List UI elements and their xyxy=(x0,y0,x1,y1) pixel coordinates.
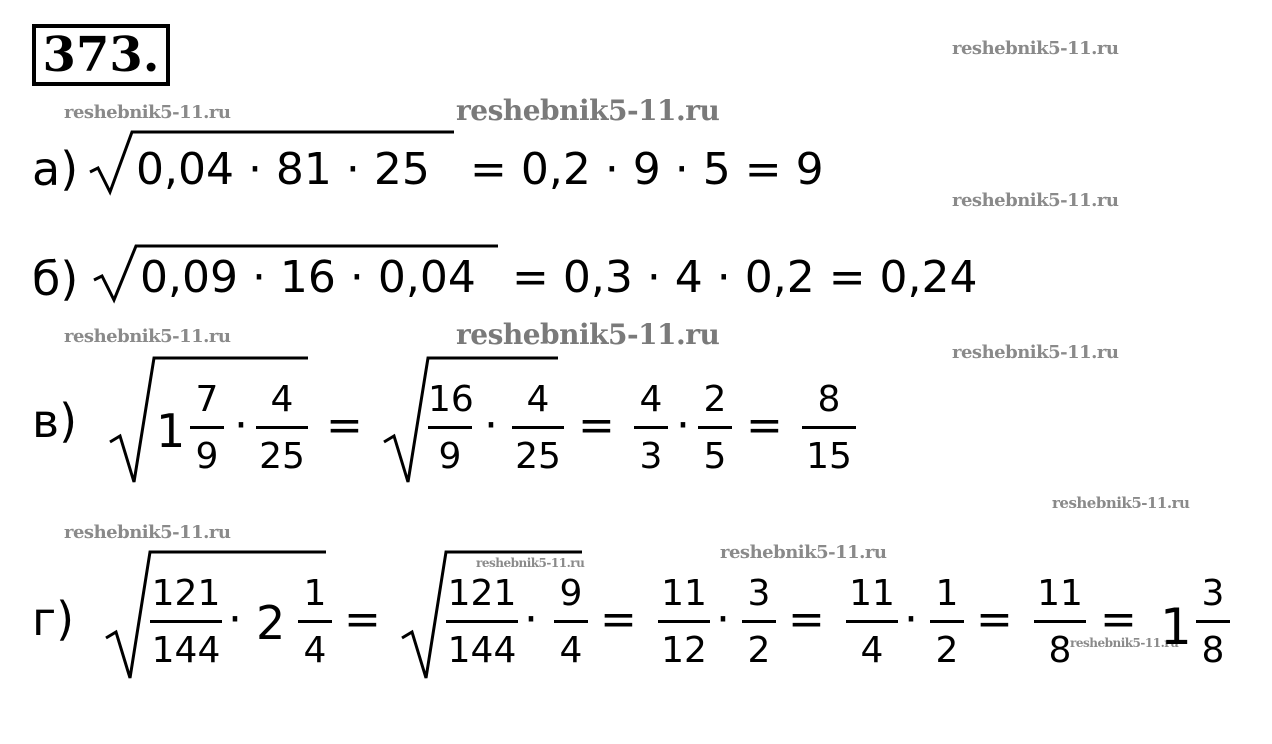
part-a-label: а) xyxy=(32,142,79,196)
part-b-result: = 0,3 · 4 · 0,2 = 0,24 xyxy=(512,252,978,303)
fraction: 8 15 xyxy=(802,382,856,475)
watermark: reshebnik5-11.ru xyxy=(952,342,1119,363)
fraction: 2 5 xyxy=(698,382,732,475)
multiply: · xyxy=(234,400,248,451)
fraction: 11 4 xyxy=(846,576,898,669)
equals: = xyxy=(578,400,615,451)
part-v-label: в) xyxy=(32,394,78,448)
fraction: 16 9 xyxy=(428,379,474,477)
fraction: 1 4 xyxy=(298,576,332,669)
fraction: 9 4 xyxy=(554,576,588,669)
fraction: 4 25 xyxy=(512,382,564,475)
fraction: 11 8 xyxy=(1034,576,1086,669)
part-a-radicand: 0,04 · 81 · 25 xyxy=(136,144,430,195)
fraction: 4 25 xyxy=(256,382,308,475)
multiply: · xyxy=(904,594,918,645)
fraction: 3 2 xyxy=(742,576,776,669)
fraction: 1 2 xyxy=(930,576,964,669)
watermark: reshebnik5-11.ru xyxy=(456,94,720,127)
fraction: 4 3 xyxy=(634,382,668,475)
multiply: · xyxy=(524,594,538,645)
multiply: · xyxy=(484,400,498,451)
problem-number: 373. xyxy=(32,24,170,86)
part-b-radicand: 0,09 · 16 · 0,04 xyxy=(140,252,476,303)
part-a-result: = 0,2 · 9 · 5 = 9 xyxy=(470,144,824,195)
fraction: 11 12 xyxy=(658,576,710,669)
watermark: reshebnik5-11.ru xyxy=(952,38,1119,59)
watermark: reshebnik5-11.ru xyxy=(456,318,720,351)
fraction: 7 9 xyxy=(190,382,224,475)
watermark: reshebnik5-11.ru xyxy=(476,556,585,570)
mixed-whole: 1 xyxy=(1160,598,1192,656)
equals: = xyxy=(788,594,825,645)
watermark: reshebnik5-11.ru xyxy=(1052,494,1190,512)
part-b-label: б) xyxy=(32,252,79,306)
watermark: reshebnik5-11.ru xyxy=(64,522,231,543)
watermark: reshebnik5-11.ru xyxy=(952,190,1119,211)
mixed-whole: 1 xyxy=(156,404,186,458)
equals: = xyxy=(976,594,1013,645)
watermark: reshebnik5-11.ru xyxy=(720,542,887,563)
watermark: reshebnik5-11.ru xyxy=(64,102,231,123)
part-g-label: г) xyxy=(32,592,75,646)
fraction: 3 8 xyxy=(1196,576,1230,669)
equals: = xyxy=(600,594,637,645)
mixed-whole: 2 xyxy=(256,596,286,650)
equals: = xyxy=(746,400,783,451)
watermark: reshebnik5-11.ru xyxy=(64,326,231,347)
equals: = xyxy=(326,400,363,451)
multiply: · xyxy=(676,400,690,451)
fraction: 121 144 xyxy=(151,573,221,671)
fraction: 121 144 xyxy=(447,573,517,671)
watermark: reshebnik5-11.ru xyxy=(1070,636,1179,650)
equals: = xyxy=(1100,594,1137,645)
equals: = xyxy=(344,594,381,645)
multiply: · xyxy=(716,594,730,645)
multiply: · xyxy=(228,594,242,645)
